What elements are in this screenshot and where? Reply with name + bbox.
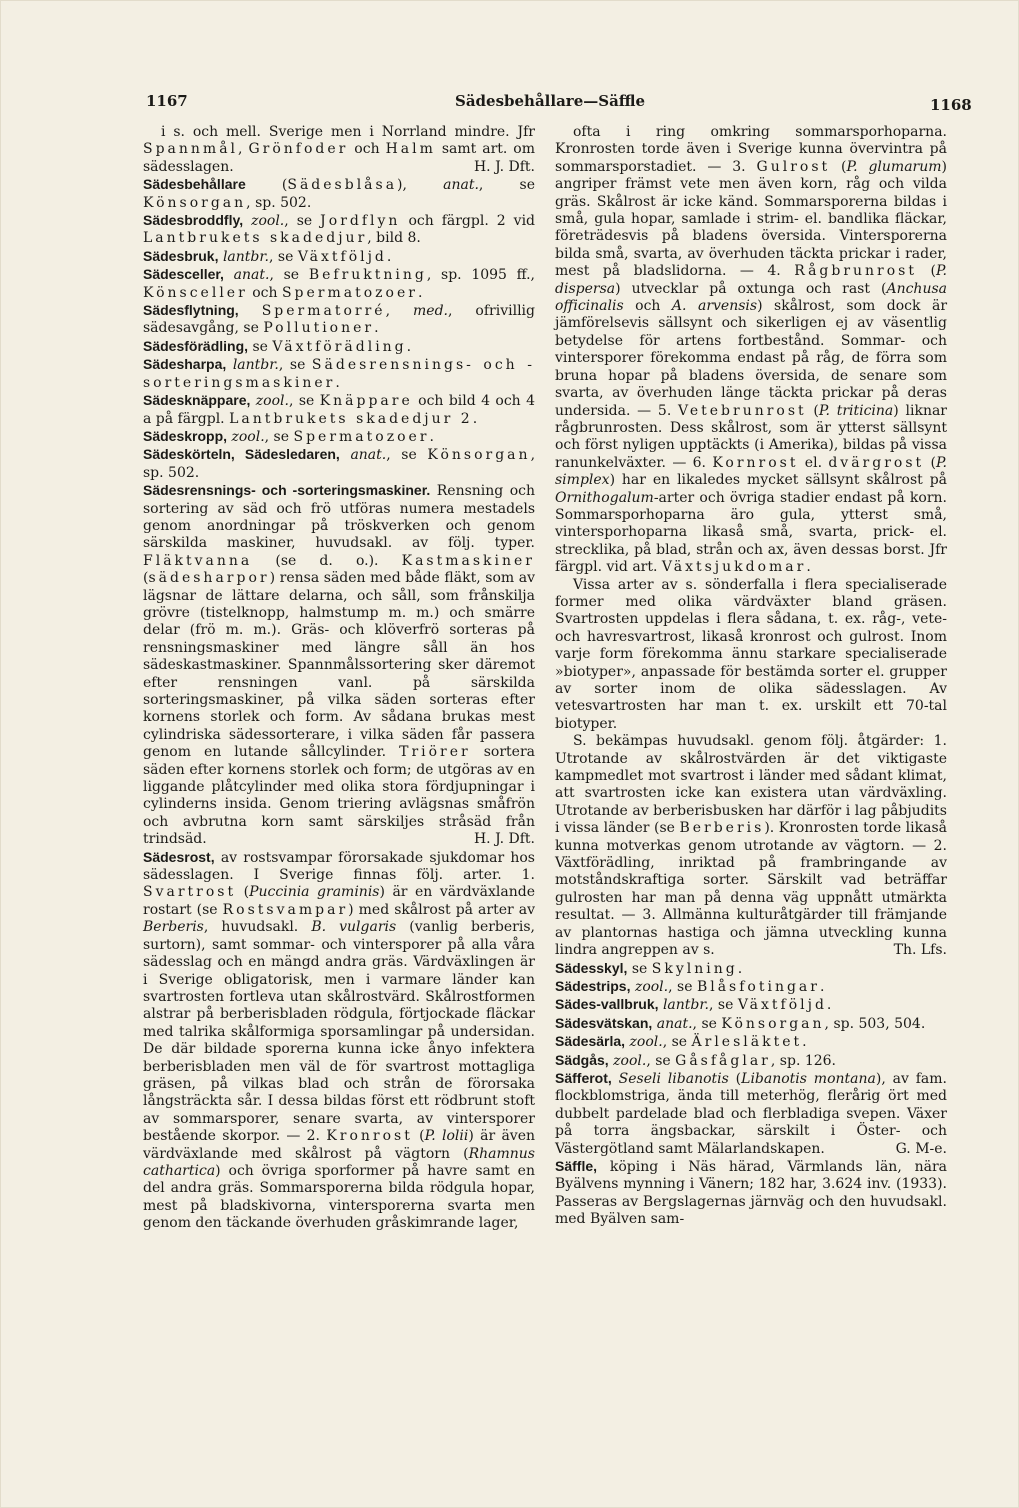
body-text: , [385,303,414,320]
body-text: . [806,559,811,576]
italic-term: P. glumarum [846,158,942,175]
body-text: . [819,978,825,995]
entry-headword: Sädesrensnings- och -sorteringsmaskiner. [143,482,431,499]
body-text: , se [662,1034,692,1051]
italic-term: anat. [656,1015,693,1032]
cross-reference: Könsceller [143,284,248,301]
cross-reference: Könsorgan [143,194,247,211]
body-text: , sp. 502. [246,194,312,211]
text-column-left [143,124,535,1233]
cross-reference: Spermatozoer [281,284,418,301]
italic-term: Ornithogalum [555,489,654,506]
body-text [239,303,262,319]
entry-headword: Sädesbruk, [143,247,219,264]
paragraph [555,124,947,577]
body-text [243,213,251,229]
italic-term: P. dispersa [555,263,947,297]
body-text: , se [646,1052,676,1069]
body-text: . [335,374,340,391]
italic-term: med. [413,303,448,320]
paragraph [143,428,535,446]
body-text: ( [924,454,936,471]
body-text: ), [397,177,444,194]
body-text: ( [143,570,149,587]
page-title: Sädesbehållare—Säffle [455,92,646,110]
body-text: ( [412,1128,425,1145]
page-number-left: 1167 [146,92,188,110]
body-text: , se [668,978,697,995]
body-text: se [248,338,273,355]
cross-reference: Berberis [679,820,765,837]
italic-term: Puccinia graminis [249,884,380,901]
body-text [224,267,234,283]
cross-reference: Vetebrunrost [678,402,807,419]
body-text: . [406,338,412,355]
cross-reference: Lantbrukets skadedjur [143,230,368,247]
entry-headword: Sädesceller, [143,266,224,283]
paragraph [143,266,535,302]
body-text: . [802,1034,807,1051]
running-header [0,92,1019,116]
entry-headword: Sädesvätskan, [555,1014,653,1031]
text-column-right [555,124,947,1229]
cross-reference: Befruktning [308,267,427,284]
italic-term: lantbr. [662,997,709,1014]
cross-reference: Sädesrensnings- och -sorteringsmaskiner [143,357,535,391]
cross-reference: Sädesblåsa [287,177,398,194]
paragraph [555,978,947,996]
paragraph [143,338,535,356]
italic-term: lantbr. [222,248,269,265]
body-text: ofta i ring omkring sommarsporhoparna. Kronrosten torde även i Sverige kunna övervintra på sommarsporstadiet. — 3. [555,124,947,175]
paragraph [143,176,535,212]
body-text: . [429,428,434,445]
entry-headword: Sädesbroddfly, [143,212,244,229]
paragraph [555,733,947,959]
body-text: , se [288,393,320,410]
cross-reference: Kornrost [712,454,799,471]
cross-reference: Svartrost [143,884,237,901]
body-text: , se [692,1015,722,1032]
body-text: och färgpl. 2 vid [400,213,536,230]
paragraph [555,996,947,1014]
body-text: ( [236,884,250,901]
body-text: ) är en värdväxlande rostart (se [143,884,535,918]
cross-reference: Könsorgan [721,1015,825,1032]
entry-headword: Sädestrips, [555,977,631,994]
cross-reference: sädesharpor [148,570,270,587]
entry-headword: Sädesknäppare, [143,392,251,409]
body-text: . [826,997,832,1014]
cross-reference: Växtförädling [272,338,407,355]
cross-reference: Lantbrukets skadedjur 2 [229,410,473,427]
body-text: (se d. o.). [252,552,402,569]
cross-reference: Triörer [399,744,471,761]
paragraph [143,849,535,1233]
body-text: , se [478,177,535,194]
entry-headword: Sädesförädling, [143,337,249,354]
entry-headword: Sädesharpa, [143,356,227,373]
entry-headword: Sädeskropp, [143,427,228,444]
author-signature: Th. Lfs. [893,942,947,959]
italic-term: Berberis [143,919,204,936]
page-number-right: 1168 [930,96,972,114]
paragraph [143,482,535,849]
italic-term: zool. [634,978,669,995]
body-text: . [737,960,743,977]
body-text: sortera säden efter kornens storlek och form; de utgöras av en liggande plåtcylinder med olika stora fördjupningar i cylinderns insida. Genom triering avlägsnas småfrön och avbrutna korn samt särskiljes stråsäd från trindsäd. [143,744,535,848]
body-text: ) liknar rågbrunrosten. Dess skålrost, som är ytterst sällsynt och först nyligen upptäckts (i Amerika), bildas på vissa ranunkelväxter. — 6. [555,402,947,471]
cross-reference: Växtföljd [297,248,387,265]
body-text: ) angriper främst vete men även korn, råg och vilda gräs. Skålrost är icke känd. Sommarsporerna bildas i små, gula hopar, samlade i strim- el. bandlika fläckar, företrädesvis på bladens översida. Vintersporerna bilda små, svarta, av överhuden täckta prickar i rader, mest på bladslidorna. — 4. [555,158,947,280]
cross-reference: Gulrost [756,158,831,175]
body-text: , se [278,357,312,374]
body-text: och [623,298,672,315]
body-text: och [348,141,386,158]
body-text: Rensning och sortering av säd och frö utföras numera mestadels genom anordningar på tröskverken och genom särskilda maskiner, huvudsakl. av följ. typer. [143,483,535,552]
author-signature: H. J. Dft. [473,831,535,848]
italic-term: P. simplex [555,454,947,489]
paragraph [555,960,947,978]
cross-reference: Kastmaskiner [401,552,535,569]
body-text: ). Kronrosten torde likaså kunna motverkas genom utrotande av vägtorn. — 2. Växtförädling, inriktad på frambringande av motståndskraftiga sorter. Särskilt vad beträffar gulrosten har man på denna väg uppnått utmärkta resultat. — 3. Allmänna kulturåtgärder till främjande av plantornas hastiga och jämna utveckling kunna lindra angreppen av s. [555,820,947,959]
body-text: i s. och mell. Sverige men i Norrland mindre. Jfr [161,124,535,140]
italic-term: Libanotis montana [741,1070,876,1087]
body-text: ) är även värdväxlande med skålrost på vägtorn ( [143,1128,535,1162]
paragraph [143,356,535,392]
body-text: . [386,248,392,265]
body-text [340,447,351,463]
body-text: se [627,960,652,977]
body-text: ( [728,1070,742,1087]
paragraph [555,1070,947,1158]
cross-reference: Knäppare [319,393,413,410]
body-text: ( [830,158,847,175]
entry-headword: Sädesrost, [143,848,215,865]
body-text: och [247,284,282,301]
entry-headword: Säfferot, [555,1069,612,1086]
cross-reference: Jordflyn [320,213,401,230]
body-text: av rostsvampar förorsakade sjukdomar hos sädesslagen. I Sverige finnas följ. arter. 1. [143,849,535,884]
body-text: , se [264,428,294,445]
body-text: ( [806,402,819,419]
body-text: , se [386,447,428,464]
body-text: . [417,284,423,301]
paragraph [555,1015,947,1033]
cross-reference: Spermatozoer [293,428,430,445]
italic-term: lantbr. [232,357,279,374]
paragraph [555,577,947,734]
entry-headword: Sädesärla, [555,1033,626,1050]
body-text: köping i Näs härad, Värmlands län, nära Byälvens mynning i Vänern; 182 har, 3.624 inv. (1933). Passeras av Bergslagernas järnväg och den huvudsakl. med Byälven sam- [555,1158,947,1228]
body-text: , bild 8. [367,230,421,247]
italic-term: A. arvensis [671,298,758,315]
paragraph [143,212,535,248]
italic-term: anat. [443,177,479,194]
cross-reference: Kronrost [326,1128,413,1145]
paragraph [143,248,535,266]
italic-term: Rhamnus cathartica [143,1145,535,1179]
body-text [612,1071,619,1087]
body-text: ( [245,177,288,194]
body-text: ) har en likaledes mycket sällsynt skålrost på [609,472,947,489]
entry-headword: Sädeskörteln, Sädesledaren, [143,446,340,463]
paragraph [143,446,535,482]
italic-term: Seseli libanotis [618,1070,729,1087]
body-text: , sp. 1095 ff., [426,267,536,284]
body-text: , se [709,997,738,1014]
body-text: . [374,320,379,337]
author-signature: H. J. Dft. [473,158,535,175]
body-text: , se [268,248,298,265]
body-text: el. [798,454,829,471]
cross-reference: dvärgrost [828,454,925,471]
italic-term: P. triticina [818,402,894,419]
body-text: (vanlig berberis, surtorn), samt sommar- och vintersporer på alla våra sädesslag och en mängd andra gräs. Värdväxlingen är i Sverige obligatorisk, men i varmare länder kan svartrosten fortleva utan skålrostvärd. Skålrostformen alstrar på berberisbladen rödgula, förtjockade fläckar med talrika skålformiga sporsamlingar på undersidan. De där bildade sporerna kunna icke ånyo infektera berberisbladen men väl de för svartrost mottagliga gräsen, på vilkas blad och strån de förorsaka långsträckta sår. I dessa bildas först ett rödbrunt stoft av sommarsporer, senare svarta, av vintersporer bestående skorpor. — 2. [143,919,535,1145]
cross-reference: Rågbrunrost [794,263,917,280]
body-text: , se [284,213,321,230]
body-text: ) skålrost, som dock är jämförelsevis sällsynt och sikerligen ej av väsentlig betydelse för artens fortbestånd. Sommar- och vintersporer förekomma endast på råg, de förra som bruna hopar på bladens översida, de senare som svarta, av överhuden länge täckta prickar på deras undersida. — 5. [555,298,948,419]
cross-reference: Könsorgan [427,447,531,464]
italic-term: B. vulgaris [311,919,397,936]
cross-reference: Växtsjukdomar [661,559,807,576]
body-text: , sp. 126. [770,1052,837,1069]
body-text: ) med skålrost på arter av [348,901,535,918]
body-text: -arter och övriga stadier endast på korn. Sommarsporhoparna äro gula, ytterst små, vintersporhoparna likaså små, svarta, prick- el. strecklika, på blad, strån och ax, även dessas borst. Jfr färgpl. vid art. [555,489,947,576]
body-text: , sp. 502. [143,447,536,481]
cross-reference: Spannmål [143,141,239,158]
paragraph [143,302,535,338]
body-text: ) rensa säden med både fläkt, som av lägsnar de lättare delarna, och såll, som frånskilja grövre (tistelknopp, halmstump m. m.) och smärre delar (frö m. m.). Gräs- och klöverfrö sorteras på rensningsmaskiner med längre såll än hos sädeskastmaskiner. Spannmålssortering sker däremot efter rensningen vanl. på särskilda sorteringsmaskiner, på vilka säden sorteras efter kornens storlek och form. Av sådana brukas mest cylindriska sädessorterare, i vilka säden får passera genom en lutande sållcylinder. [143,570,535,761]
body-text: ) utvecklar på oxtunga och rast ( [615,280,887,297]
italic-term: zool. [251,213,285,230]
cross-reference: Rostsvampar [222,901,349,918]
italic-term: zool. [231,428,265,445]
body-text: , huvudsakl. [203,919,312,936]
paragraph [555,1158,947,1229]
italic-term: anat. [350,447,387,464]
italic-term: zool. [629,1034,663,1051]
cross-reference: Blåsfotingar [696,978,820,995]
body-text: , sp. 503, 504. [824,1015,926,1032]
paragraph [555,1033,947,1051]
entry-headword: Sädgås, [555,1051,609,1068]
cross-reference: Pollutioner [263,320,375,337]
entry-headword: Sädesskyl, [555,959,628,976]
italic-term: anat. [233,267,270,284]
paragraph [143,392,535,428]
entry-headword: Sädes-vallbruk, [555,996,659,1013]
cross-reference: Grönfoder [248,141,349,158]
italic-term: Anchusa officinalis [555,280,947,315]
body-text: , ofrivillig sädesavgång, se [143,303,535,337]
cross-reference: Halm [385,141,436,158]
body-text: samt art. om sädesslagen. [143,141,536,175]
entry-headword: Sädesbehållare [143,176,246,193]
cross-reference: Fläktvanna [143,552,253,569]
body-text: ), av fam. flockblomstriga, ända till meterhög, flerårig ört med dubbelt pardelade blad och flerbladiga svepen. Växer på torra ängsbackar, särskilt i Öster- och Västergötland samt Mälarlandskapen. [555,1070,948,1157]
body-text: S. bekämpas huvudsakl. genom följ. åtgärder: 1. Utrotande av skålrostvärden är det viktigaste kampmedlet mot svartrost i länder med sådant klimat, att svartrosten icke kan existera utan värdväxling. Utrotande av berberisbusken har därför i lag påbjudits i vissa länder (se [555,733,947,837]
cross-reference: Spermatorré [261,303,386,320]
italic-term: P. lolii [424,1128,469,1145]
italic-term: zool. [255,393,289,410]
paragraph [143,124,535,176]
body-text: ) och övriga sporformer på havre samt en del andra gräs. Sommarsporerna bilda rödgula hopar, mest på bladskivorna, vintersporerna svarta men genom den täckande överhuden gråskimrande lager, [143,1162,535,1232]
cross-reference: Gåsfåglar [675,1052,771,1069]
body-text: . [472,410,478,427]
body-text: , [238,141,249,158]
entry-headword: Sädesflytning, [143,302,239,319]
body-text: ( [917,263,936,280]
cross-reference: Ärlesläktet [691,1034,803,1051]
author-signature: G. M-e. [895,1140,947,1157]
body-text: Vissa arter av s. sönderfalla i flera specialiserade former med olika värdväxter bland gräsen. Svartrosten uppdelas i flera sådana, t. ex. råg-, vete- och havresvartrost, likaså kronrost och gulrost. Inom varje form förekomma ännu starkare specialiserade »biotyper», anpassade för bestämda sorter el. grupper av sorter inom de olika sädesslagen. Av vetesvartrosten har man t. ex. urskilt ett 70-tal biotyper. [555,576,947,732]
entry-headword: Säffle, [555,1157,598,1174]
body-text: och bild 4 och 4 a på färgpl. [143,393,535,427]
cross-reference: Växtföljd [737,997,827,1014]
body-text: , se [269,267,309,284]
cross-reference: Skylning [651,960,738,977]
italic-term: zool. [613,1052,647,1069]
paragraph [555,1052,947,1070]
